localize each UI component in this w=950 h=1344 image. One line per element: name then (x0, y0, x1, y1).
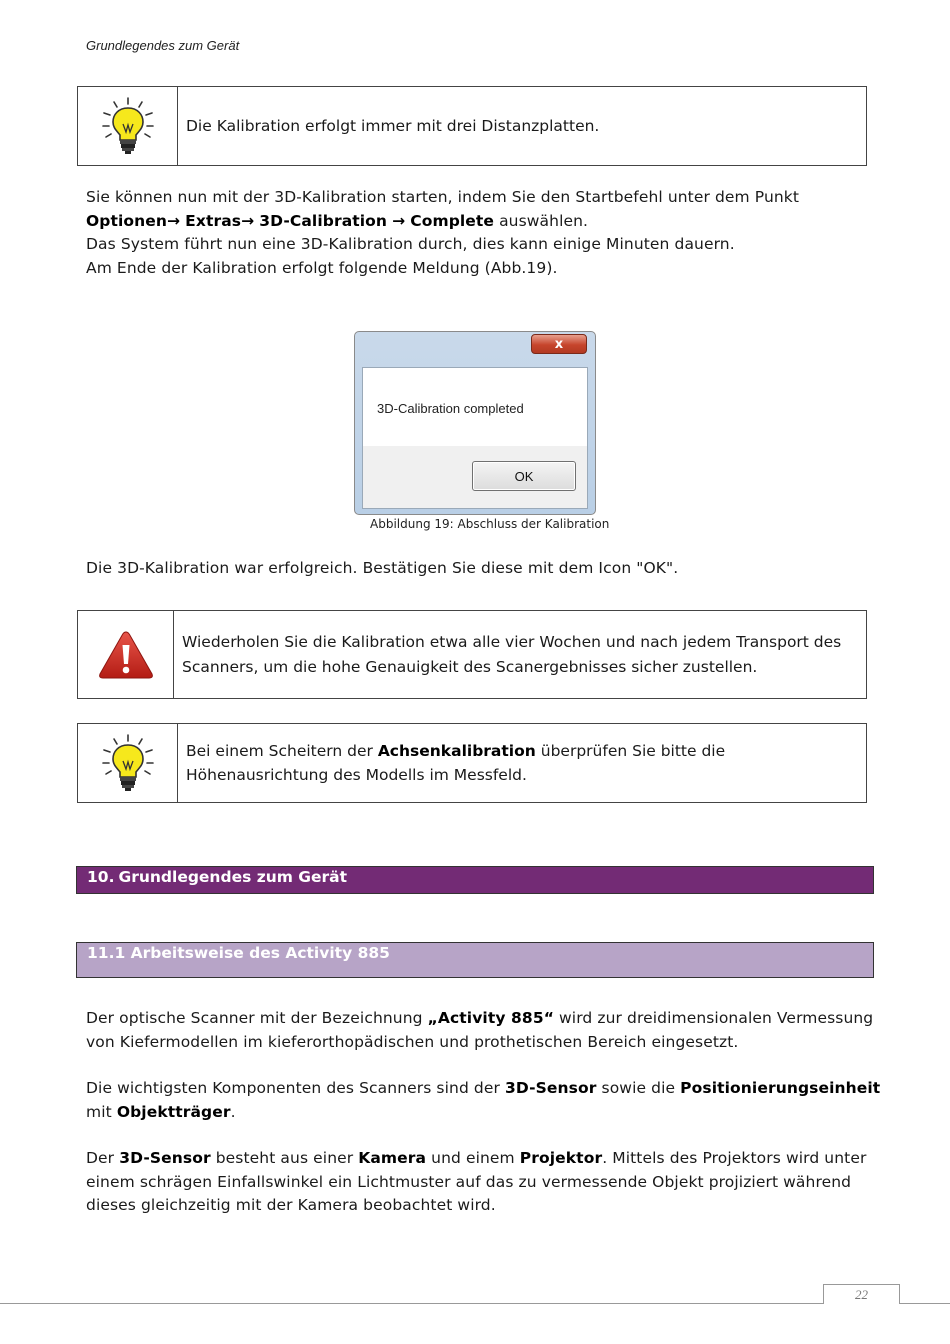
section-title: Grundlegendes zum Gerät (118, 868, 348, 886)
intro-line-2 (86, 210, 886, 234)
warning-line-2: Scanners, um die hohe Genauigkeit des Scanergebnisses sicher zustellen. (182, 657, 758, 676)
paragraph-line: von Kiefermodellen im kieferorthopädischen und prothetischen Bereich eingesetzt. (86, 1032, 739, 1051)
tip-line-2: Höhenausrichtung des Modells im Messfeld. (186, 766, 527, 784)
section-heading (76, 866, 874, 894)
dialog-close-button[interactable] (531, 334, 587, 354)
text-span: sowie die (601, 1079, 676, 1097)
tip-icon-cell (78, 87, 178, 165)
tip-box (77, 723, 867, 803)
tip-line-1 (186, 739, 725, 764)
text-span: mit (86, 1102, 112, 1121)
lightbulb-icon (100, 733, 156, 793)
figure-caption: Abbildung 19: Abschluss der Kalibration (370, 517, 610, 531)
bold-span: Projektor (519, 1149, 603, 1167)
paragraph-line: einem schrägen Einfallswinkel ein Lichtmuster auf das zu vermessende Objekt projiziert während (86, 1172, 852, 1191)
warning-line-1: Wiederholen Sie die Kalibration etwa alle vier Wochen und nach jedem Transport des (182, 633, 842, 651)
paragraph (86, 1007, 886, 1054)
bold-span: „Activity 885“ (427, 1009, 554, 1027)
subsection-heading (76, 942, 874, 978)
bold-span: 3D-Sensor (119, 1149, 211, 1167)
menu-extras: Extras (185, 211, 242, 230)
close-icon: x (554, 336, 564, 352)
intro-line-4: Am Ende der Kalibration erfolgt folgende Meldung (Abb.19). (86, 258, 558, 277)
paragraph-line (86, 1101, 886, 1125)
dialog-message: 3D-Calibration completed (377, 401, 524, 416)
text-span: besteht aus einer (215, 1149, 354, 1167)
intro-line-3: Das System führt nun eine 3D-Kalibration durch, dies kann einige Minuten dauern. (86, 235, 735, 253)
bold-span: 3D-Sensor (505, 1079, 597, 1097)
tip-text: Die Kalibration erfolgt immer mit drei Distanzplatten. (186, 116, 600, 135)
menu-arrow: → (241, 211, 255, 230)
tip-icon-cell (78, 724, 178, 802)
text-span: Der (86, 1149, 115, 1167)
section-number: 10. (87, 868, 115, 886)
dialog-ok-button[interactable]: OK (472, 461, 576, 491)
menu-optionen: Optionen (86, 211, 168, 230)
bold-span: Objektträger (116, 1102, 231, 1121)
intro-paragraph (86, 186, 886, 280)
menu-3d-calibration: 3D-Calibration (259, 211, 388, 230)
paragraph-line (86, 1147, 886, 1171)
bold-span: Kamera (358, 1149, 427, 1167)
page-number: 22 (823, 1284, 900, 1304)
bold-span: Positionierungseinheit (680, 1079, 881, 1097)
tip-bold: Achsenkalibration (377, 741, 536, 760)
intro-line-2-suffix: auswählen. (499, 211, 589, 230)
warning-icon-cell (78, 611, 174, 698)
menu-arrow: → (392, 211, 406, 230)
tip-box (77, 86, 867, 166)
paragraph (86, 1077, 886, 1124)
warning-box (77, 610, 867, 699)
intro-line-1: Sie können nun mit der 3D-Kalibration starten, indem Sie den Startbefehl unter dem Punkt (86, 188, 800, 206)
running-header: Grundlegendes zum Gerät (86, 38, 240, 53)
paragraph-line (86, 1077, 886, 1101)
lightbulb-icon (100, 96, 156, 156)
text-span: . Mittels des Projektors wird unter (602, 1149, 867, 1167)
dialog-body (362, 367, 588, 509)
menu-arrow: → (167, 211, 181, 230)
paragraph-line (86, 1007, 886, 1031)
text-span: wird zur dreidimensionalen Vermessung (559, 1009, 874, 1027)
warning-text (174, 611, 849, 698)
warning-icon (97, 629, 155, 681)
tip-suffix: überprüfen Sie bitte die (540, 741, 726, 760)
footer-line (0, 1303, 950, 1304)
text-span: Die wichtigsten Komponenten des Scanners sind der (86, 1079, 500, 1097)
calibration-dialog (354, 331, 596, 515)
paragraph (86, 1147, 886, 1218)
text-span: und einem (431, 1149, 515, 1167)
confirm-text: Die 3D-Kalibration war erfolgreich. Bestätigen Sie diese mit dem Icon "OK". (86, 559, 679, 577)
menu-complete: Complete (410, 211, 495, 230)
tip-text (178, 724, 733, 802)
text-span: Der optische Scanner mit der Bezeichnung (86, 1009, 423, 1027)
tip-prefix: Bei einem Scheitern der (186, 741, 373, 760)
subsection-title: 11.1 Arbeitsweise des Activity 885 (87, 944, 390, 962)
text-span: . (230, 1102, 236, 1121)
paragraph-line: dieses gleichzeitig mit der Kamera beobachtet wird. (86, 1196, 496, 1214)
